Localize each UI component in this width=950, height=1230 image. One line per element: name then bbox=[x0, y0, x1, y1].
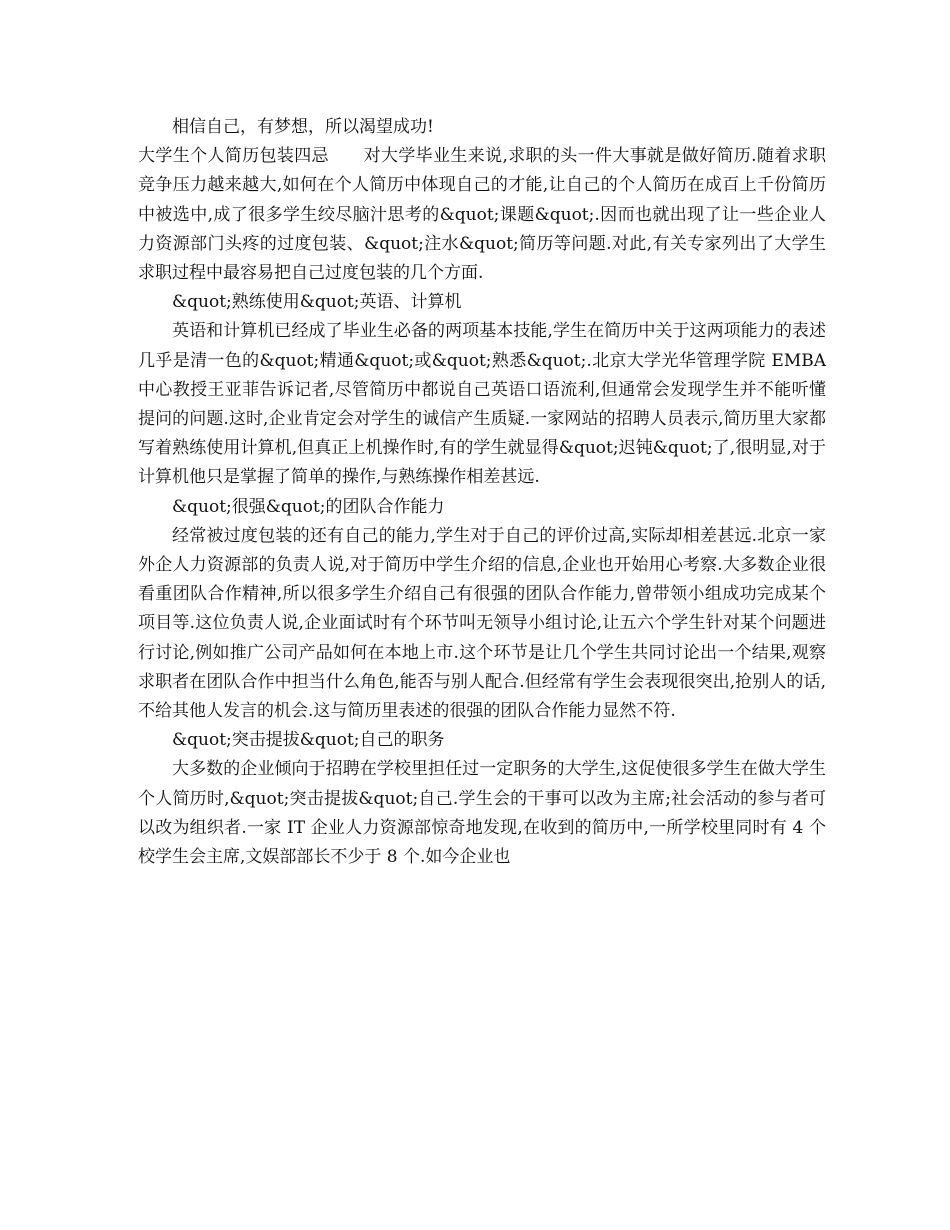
skills-paragraph: 英语和计算机已经成了毕业生必备的两项基本技能,学生在简历中关于这两项能力的表述几乎是清一色的&quot;精通&quot;或&quot;熟悉&quot;.北京大学光华管理学院 EMBA 中心教授王亚菲告诉记者,尽管简历中都说自己英语口语流利,但通常会发现学生并不能听懂提问的问题.这时,企业肯定会对学生的诚信产生质疑.一家网站的招聘人员表示,简历里大家都写着熟练使用计算机,但真正上机操作时,有的学生就显得&quot;迟钝&quot;了,很明显,对于计算机他只是掌握了简单的操作,与熟练操作相差甚远. bbox=[138, 321, 832, 488]
teamwork-paragraph: 经常被过度包装的还有自己的能力,学生对于自己的评价过高,实际却相差甚远.北京一家外企人力资源部的负责人说,对于简历中学生介绍的信息,企业也开始用心考察.大多数企业很看重团队合作精神,所以很多学生介绍自己有很强的团队合作能力,曾带领小组成功完成某个项目等.这位负责人说,企业面试时有个环节叫无领导小组讨论,让五六个学生针对某个问题进行讨论,例如推广公司产品如何在本地上市.这个环节是让几个学生共同讨论出一个结果,观察求职者在团队合作中担当什么角色,能否与别人配合.但经常有学生会表现很突出,抢别人的话,不给其他人发言的机会.这与简历里表述的很强的团队合作能力显然不符. bbox=[138, 525, 826, 722]
section-heading-skills: &quot;熟练使用&quot;英语、计算机 bbox=[172, 292, 462, 313]
section-heading-position: &quot;突击提拔&quot;自己的职务 bbox=[172, 730, 445, 751]
section-heading-teamwork: &quot;很强&quot;的团队合作能力 bbox=[172, 496, 445, 517]
position-paragraph: 大多数的企业倾向于招聘在学校里担任过一定职务的大学生,这促使很多学生在做大学生个人简历时,&quot;突击提拔&quot;自己.学生会的干事可以改为主席;社会活动的参与者可以改为组织者.一家 IT 企业人力资源部惊奇地发现,在收到的简历中,一所学校里同时有 4 个校学生会主席,文娱部部长不少于 8 个.如今企业也 bbox=[138, 759, 826, 868]
intro-paragraph: 大学生个人简历包装四忌 对大学毕业生来说,求职的头一件大事就是做好简历.随着求职竞争压力越来越大,如何在个人简历中体现自己的才能,让自己的个人简历在成百上千份简历中被选中,成了很多学生绞尽脑汁思考的&quot;课题&quot;.因而也就出现了让一些企业人力资源部门头疼的过度包装、&quot;注水&quot;简历等问题.对此,有关专家列出了大学生求职过程中最容易把自己过度包装的几个方面. bbox=[138, 146, 826, 284]
opening-line: 相信自己，有梦想，所以渴望成功! bbox=[172, 117, 434, 137]
document-page bbox=[138, 113, 832, 872]
